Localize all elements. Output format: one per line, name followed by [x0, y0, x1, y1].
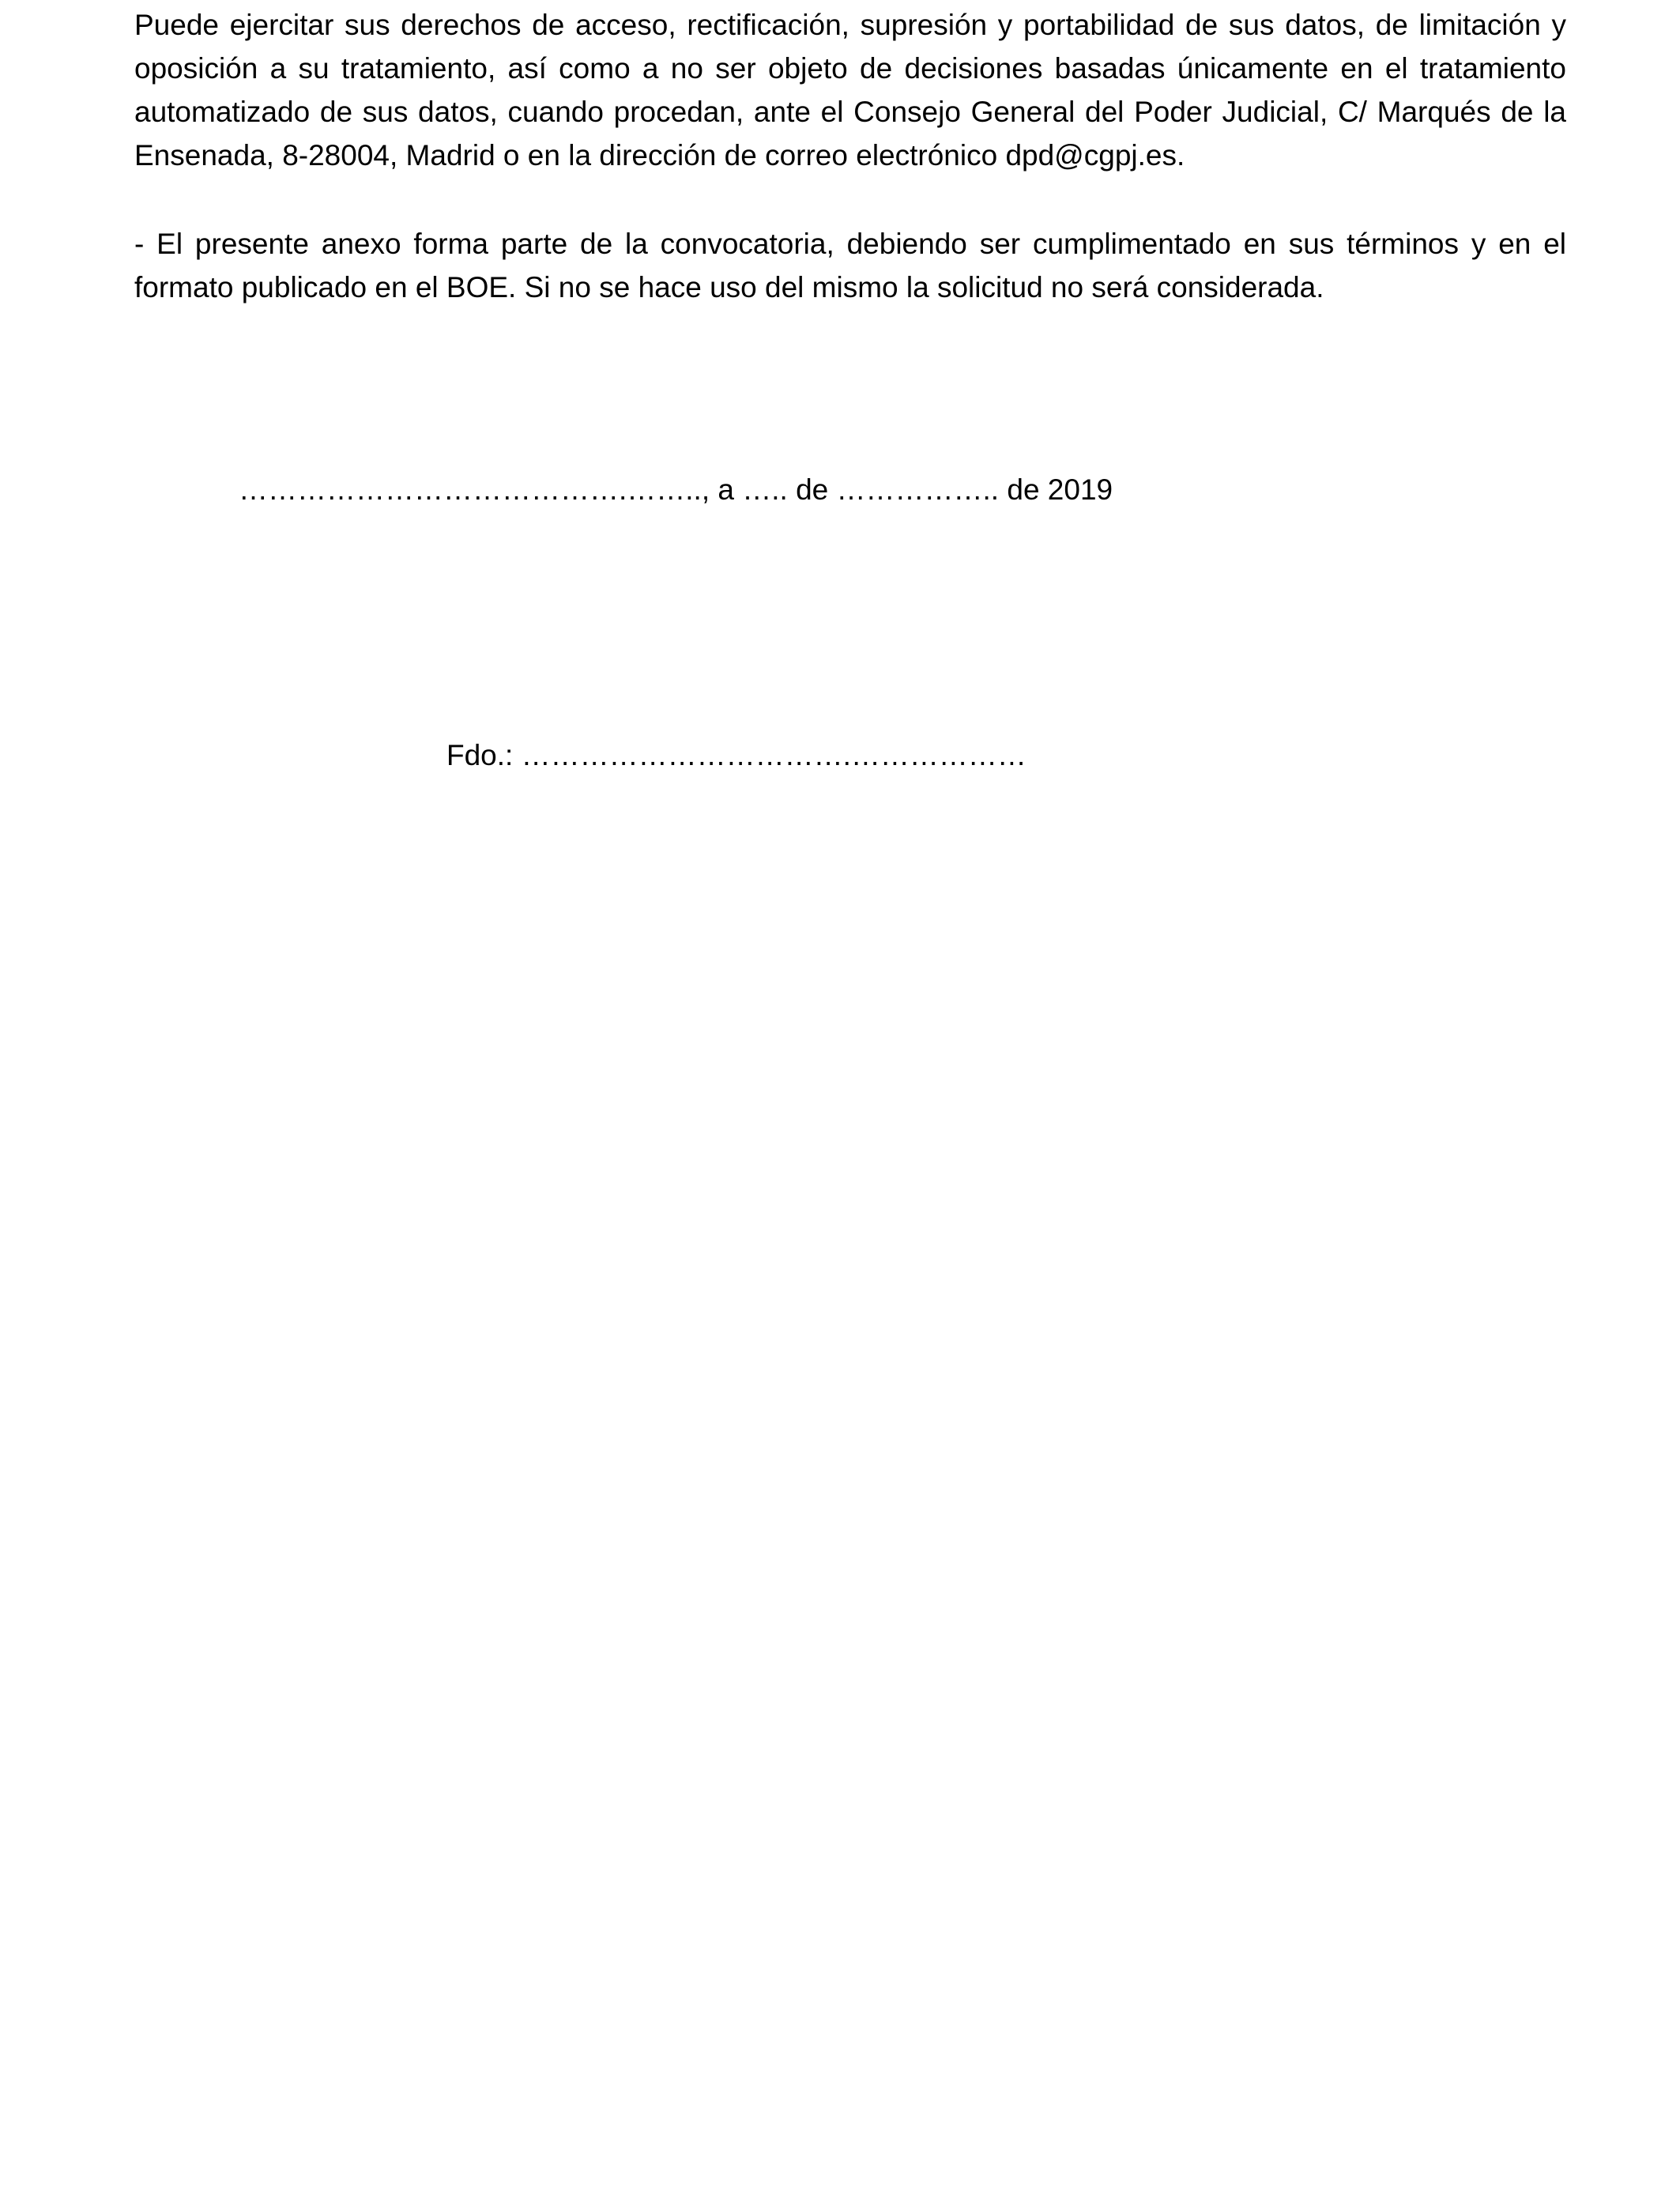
- annex-notice-paragraph: - El presente anexo forma parte de la convocatoria, debiendo ser cumplimentado en sus términos y en el formato publicado en el BOE. Si no se hace uso del mismo la solicitud no será considerada.: [134, 228, 1566, 303]
- privacy-rights-paragraph: Puede ejercitar sus derechos de acceso, rectificación, supresión y portabilidad de sus datos, de limitación y oposición a su tratamiento, así como a no ser objeto de decisiones basadas únicamente en el tratamiento automatizado de sus datos, cuando procedan, ante el Consejo General del Poder Judicial, C/ Marqués de la Ensenada, 8-28004, Madrid o en la dirección de correo electrónico dpd@cgpj.es.: [134, 9, 1566, 172]
- place-date-line: ………………………………….…….., a ….. de …………….. de 2019: [239, 473, 1113, 506]
- signature-line: Fdo.: …………………………….………………: [446, 739, 1026, 771]
